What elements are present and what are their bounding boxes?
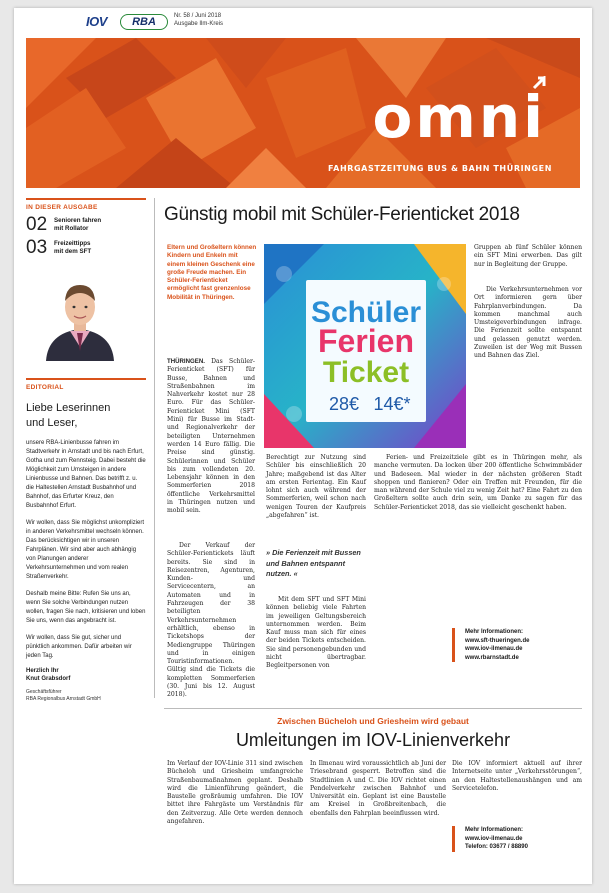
toc-page-number: 03: [26, 237, 48, 258]
signature-name: Knut Grabsdorf: [26, 676, 71, 682]
column-divider: [154, 198, 155, 698]
ticket-price-full: 28€: [328, 394, 360, 414]
info-link[interactable]: www.iov-ilmenau.de: [465, 835, 523, 842]
article-column-2b: Mit dem SFT und SFT Mini können beliebig viele Fahrten im jeweiligen Geltungsbereich unternommen werden. Beim Kauf muss man sich für eines der beiden Tickets entscheiden. Sie sind personengebunden und nicht übertragbar. Begleitpersonen von: [266, 596, 366, 670]
editorial-signature: [26, 667, 146, 683]
info-box: [452, 628, 586, 662]
info-link[interactable]: www.rbarnstadt.de: [465, 654, 519, 661]
article-column-1b: Der Verkauf der Schüler-Ferientickets läuft bereits. Sie sind in Reisezentren, Agenturen, Kunden- und Servicecentern, an Automaten und in Fahrzeugen der 38 beteiligten Verkehrsunternehmen erhältlich, ebenso in Ticketshops der Mediengruppe Thüringen und in einigen Touristinformationen. Gültig sind die Tickets die kompletten Sommerferien (30. Juni bis 12. August 2018).: [167, 542, 255, 699]
greeting-line: Liebe Leserinnen: [26, 402, 111, 414]
sidebar: [26, 198, 146, 702]
ticket-price-mini: 14€*: [373, 394, 411, 414]
toc-text: [54, 238, 91, 256]
pull-quote: » Die Ferienzeit mit Bussen und Bahnen entspannt nutzen. «: [266, 548, 361, 578]
sidebar-rule: [26, 378, 146, 380]
toc-text-line: Freizeittipps: [54, 240, 91, 247]
ticket-word-2: Ferien: [317, 323, 415, 359]
article-column-3a: Gruppen ab fünf Schüler können ein SFT Mini erwerben. Das gilt nur in Begleitung der Gruppe.: [474, 244, 582, 268]
editorial-paragraph: Wir wollen, dass Sie möglichst unkompliziert in anderen Verkehrsmittel wechseln können. Das berücksichtigen wir in unseren Fahrplänen. Wir sind aber auch abhängig von Planungen anderer Verkehrsunternehmen und vom realen Straßenverkehr.: [26, 520, 145, 580]
masthead-banner: [26, 38, 580, 188]
greeting-line: und Leser,: [26, 417, 78, 429]
issue-number: Nr. 58 / Juni 2018: [174, 13, 222, 19]
toc-item[interactable]: [26, 215, 146, 234]
editorial-paragraph: Deshalb meine Bitte: Rufen Sie uns an, wenn Sie solche Verbindungen nutzen wollen, fragen Sie nach, kritisieren und loben Sie uns, wenn das angebracht ist.: [26, 591, 146, 624]
article-dateline: THÜRINGEN.: [167, 358, 205, 365]
ticket-word-1: Schüler: [310, 296, 422, 329]
article2-title: Umleitungen im IOV-Linienverkehr: [235, 730, 511, 750]
editorial-role: [26, 689, 146, 702]
role-company: RBA Regionalbus Arnstadt GmbH: [26, 695, 101, 702]
article-title: Günstig mobil mit Schüler-Ferienticket 2018: [164, 204, 520, 225]
toc-text-line: Senioren fahren: [54, 217, 102, 224]
article-column-1a: [167, 358, 255, 516]
info-box-2: [452, 826, 586, 852]
editorial-paragraph: unsere RBA-Linienbusse fahren im Stadtverkehr in Arnstadt und bis nach Erfurt, Gotha und zum Rennsteig. Dabei besteht die Möglichkeit zum Umsteigen in andere Linienbusse und Bahnen. Das betrifft z. u. die Haltestellen Arnstadt Busbahnhof und Bahnhof, das Erfurter Kreuz, den Busbahnhof Erfurt.: [26, 440, 146, 509]
iov-logo: IOV: [86, 14, 107, 29]
info-link[interactable]: www.sft-thueringen.de: [465, 637, 530, 644]
article-lead: Eltern und Großeltern können Kindern und Enkeln mit einem kleinen Geschenk eine große Freude machen. Ein Schüler-Ferienticket ermöglicht fast grenzenlose Mobilität in Thüringen.: [167, 244, 257, 301]
info-phone: Telefon: 03677 / 88890: [465, 844, 528, 850]
editorial-greeting: [26, 401, 146, 431]
top-bar: [14, 8, 592, 38]
toc-heading: IN DIESER AUSGABE: [26, 204, 98, 211]
article-column-3c: Ferien- und Freizeitziele gibt es in Thüringen mehr, als manche vermuten. Da locken über 200 öffentliche Schwimmbäder und Badeseen. Mal wieder in der nächsten größeren Stadt shoppen und flanieren? Oder ein Treffen mit Freunden, für die man während der Schule viel zu wenig Zeit hat? Eine Fahrt zu den Großeltern sollte auch drin sein, um Danke zu sagen für das Schüler-Ferienticket 2018, das sie vielleicht geschenkt haben.: [374, 454, 582, 511]
article2-column-2: In Ilmenau wird voraussichtlich ab Juni der Triesebrand gesperrt. Betroffen sind die Stadtlinien A und C. Die IOV richtet einen Pendelverkehr zwischen Bahnhof und Universität ein. Geplant ist eine Baustelle am Kreisel in Großbreitenbach, die ebenfalls den Fahrplan beeinflussen wird.: [310, 760, 446, 817]
toc-text-line: mit Rollator: [54, 225, 89, 232]
article-column-3b: Die Verkehrsunternehmen vor Ort informieren gern über Fahrplanverbindungen. Da kommen manchmal auch Umsteigeverbindungen infrage. Die Ferienzeit sollte entspannt und gelassen genutzt werden. Zuweilen ist der Weg mit Bussen und Bahnen das Ziel.: [474, 286, 582, 360]
role-title: Geschäftsführer: [26, 689, 62, 695]
article-column-2a: Berechtigt zur Nutzung sind Schüler bis einschließlich 20 Jahre; maßgebend ist das Alter am ersten Ferientag. Ein Kauf lohnt sich auch während der Sommerferien, weil schon nach wenigen Touren der Kaufpreis „abgefahren“ ist.: [266, 454, 366, 520]
masthead-title: omni: [372, 83, 546, 151]
article2-column-3: Die IOV informiert aktuell auf ihrer Internetseite unter „Verkehrsstörungen“, an den Haltestellenaushängen und am Servicetelefon.: [452, 760, 582, 792]
issue-edition: Ausgabe Ilm-Kreis: [174, 20, 224, 27]
article2-kicker: Zwischen Bücheloh und Griesheim wird gebaut: [277, 716, 469, 726]
article2-column-1: Im Verlauf der IOV-Linie 311 sind zwischen Bücheloh und Griesheim umfangreiche Straßenbaumaßnahmen geplant. Deshalb wird die Linienführung geändert, die Baustelle großräumig umfahren. Die IOV bittet ihre Fahrgäste um Verständnis für den Zeitverzug. Alle Orte werden dennoch angefahren.: [167, 760, 303, 826]
issue-info: [174, 13, 223, 28]
masthead-subtitle: FAHRGASTZEITUNG BUS & BAHN THÜRINGEN: [328, 164, 552, 173]
info-heading: Mehr Informationen:: [465, 827, 523, 833]
section-divider: [164, 708, 582, 709]
info-heading: Mehr Informationen:: [465, 629, 523, 635]
article-body: Das Schüler-Ferienticket (SFT) für Busse, Bahnen und Straßenbahnen im Nahverkehr kostet nur 28 Euro. Für das Schüler-Ferienticket Mini (SFT Mini) für Busse im Stadt- und Regionalverkehr der beteiligten Unternehmen werden 14 Euro fällig. Die Preise sind günstig. Schülerinnen und Schüler bis zum vollendeten 20. Lebensjahr können in den Sommerferien 2018 öffentliche Verkehrsmittel in Thüringen nutzen und mobil sein.: [167, 358, 255, 515]
rba-logo: RBA: [120, 14, 168, 30]
toc-text: [54, 215, 101, 233]
sidebar-rule: [26, 198, 146, 200]
newspaper-page: [14, 8, 592, 884]
signature-line: Herzlich Ihr: [26, 668, 59, 674]
toc-text-line: mit dem SFT: [54, 248, 92, 255]
editorial-heading: EDITORIAL: [26, 384, 64, 391]
toc-item[interactable]: [26, 238, 146, 257]
editor-portrait: [26, 271, 134, 361]
ferienticket-graphic: [264, 244, 466, 448]
editorial-paragraph: Wir wollen, dass Sie gut, sicher und pünktlich ankommen. Dafür arbeiten wir jeden Tag.: [26, 635, 132, 659]
info-link[interactable]: www.iov-ilmenau.de: [465, 646, 523, 652]
toc-page-number: 02: [26, 214, 48, 235]
ticket-word-3: Ticket: [322, 356, 410, 389]
